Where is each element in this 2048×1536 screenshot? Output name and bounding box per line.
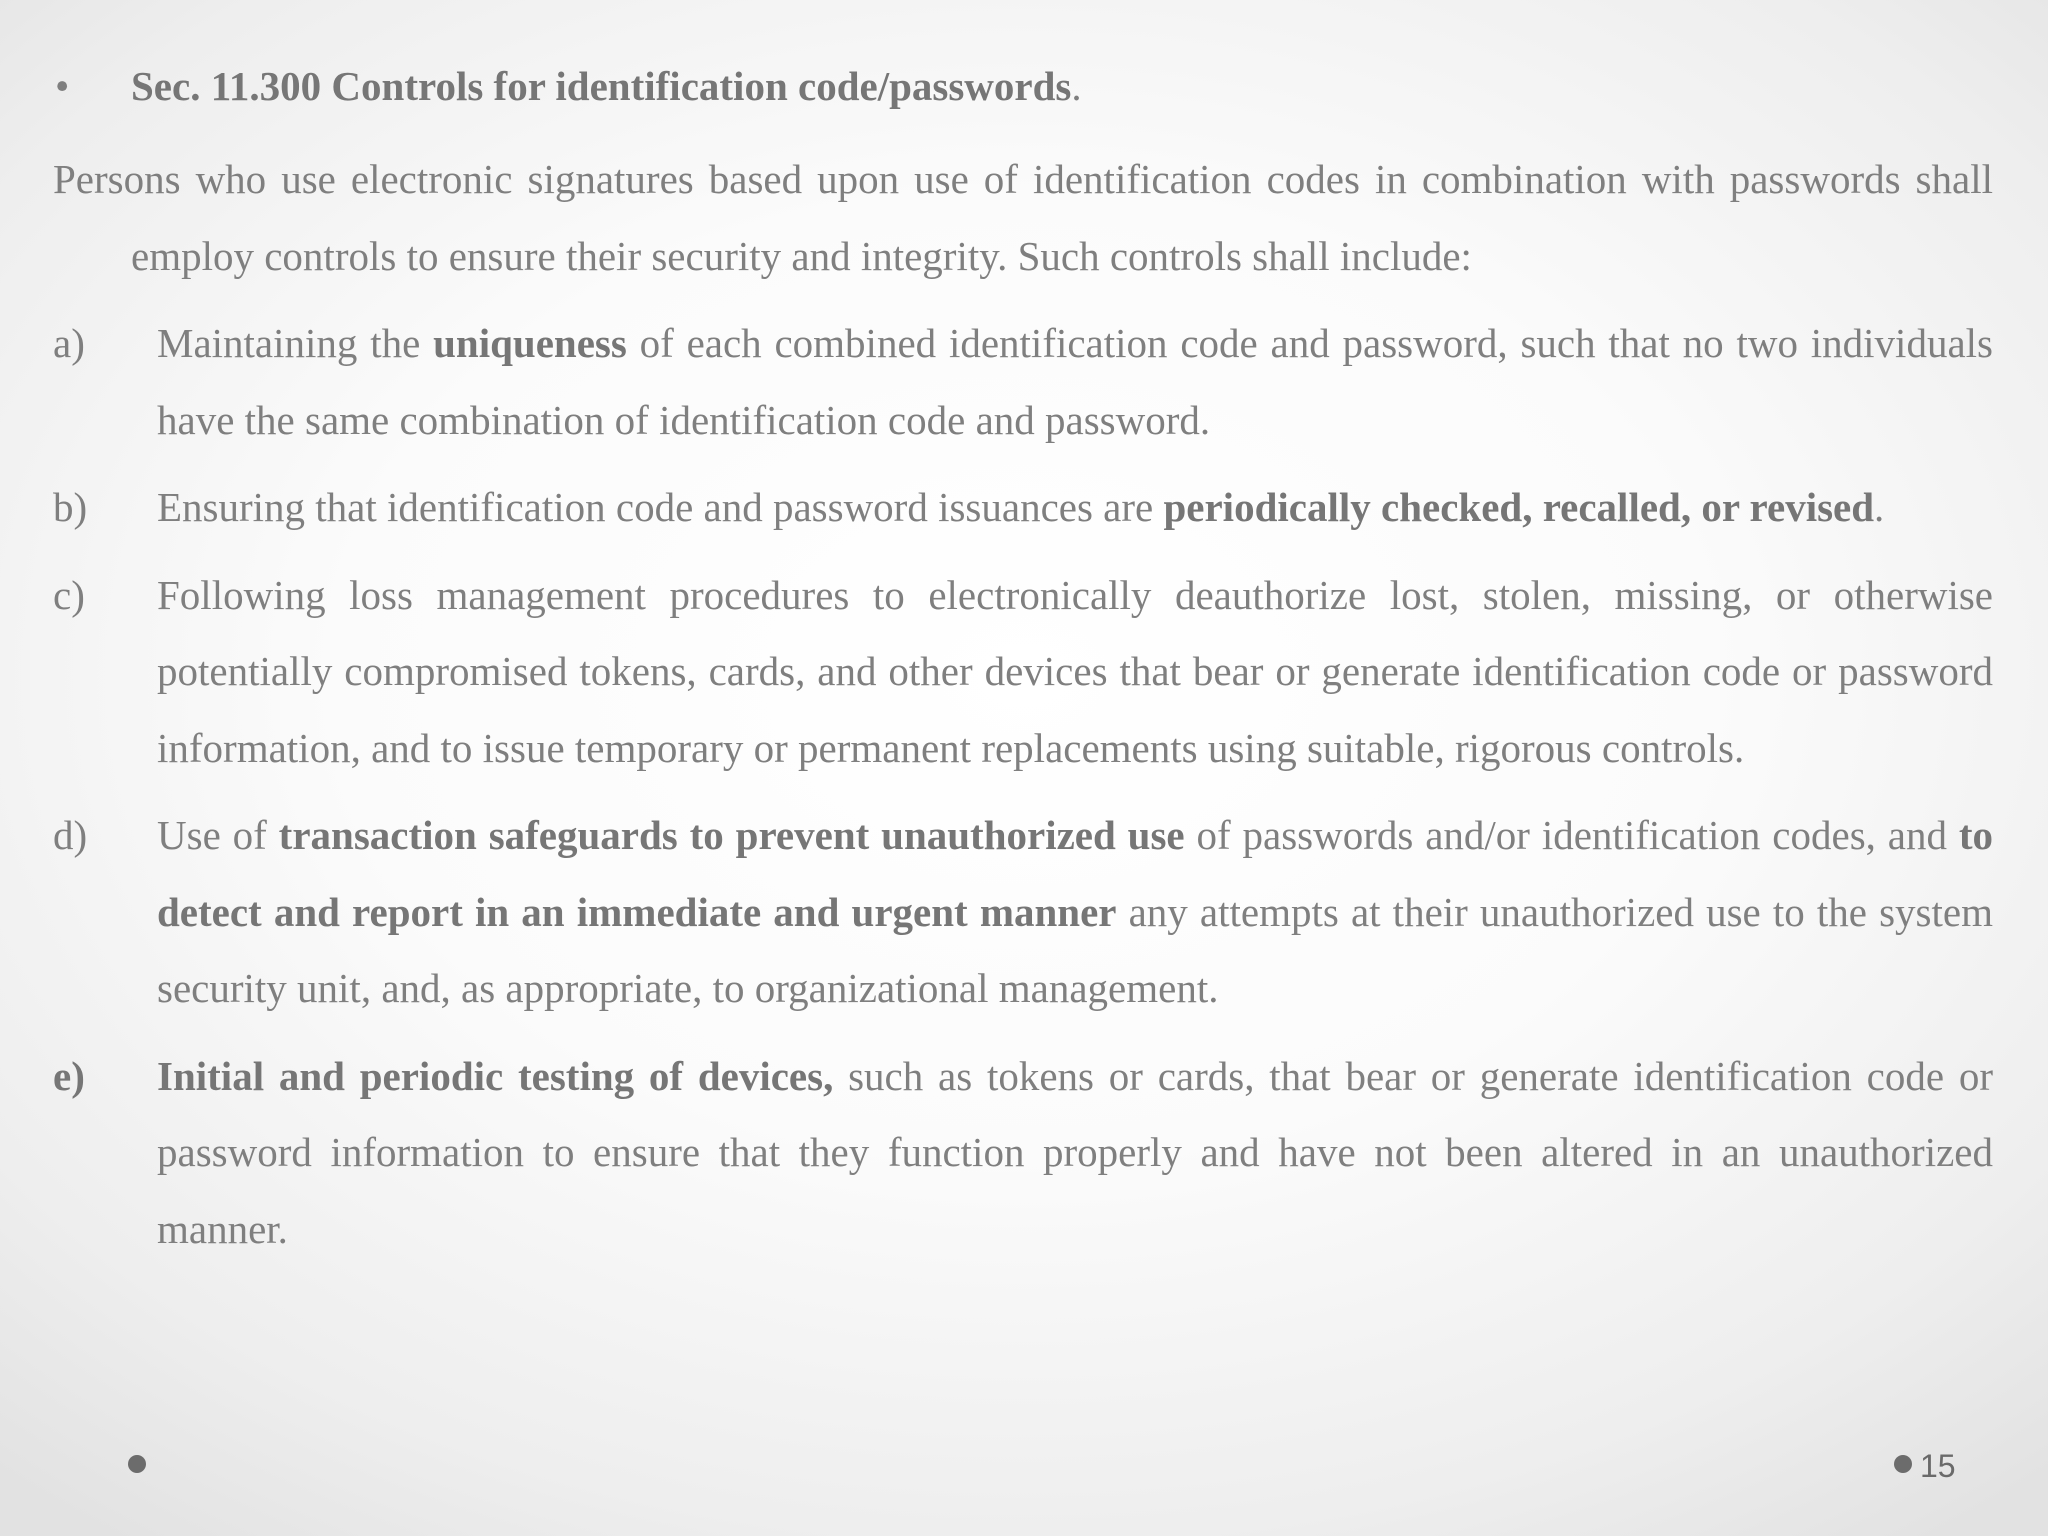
section-title-period: . xyxy=(1071,63,1082,109)
slide-content xyxy=(53,56,1993,1267)
list-marker: a) xyxy=(53,320,85,366)
list-item-text: Use of transaction safeguards to prevent unauthorized use of passwords and/or identification codes, and to detect and report in an immediate and urgent manner any attempts at their unauthorized use to the system security unit, and, as appropriate, to organizational management. xyxy=(157,812,1993,1011)
footer-dot-icon xyxy=(128,1455,146,1473)
list-marker: d) xyxy=(53,812,88,858)
section-title: Sec. 11.300 Controls for identification code/passwords xyxy=(131,63,1072,109)
list-marker: c) xyxy=(53,571,85,618)
list-marker: b) xyxy=(53,484,88,530)
page-number-dot-icon xyxy=(1894,1455,1912,1473)
intro-paragraph: Persons who use electronic signatures based upon use of identification codes in combination with passwords shall employ controls to ensure their security and integrity. Such controls shall include: xyxy=(53,156,1993,279)
list-item-text: Following loss management procedures to electronically deauthorize lost, stolen, missing, or otherwise potentially compromised tokens, cards, and other devices that bear or generate identification code or password information, and to issue temporary or permanent replacements using suitable, rigorous controls. xyxy=(157,571,1993,771)
section-heading xyxy=(53,56,1993,116)
list-item-text: Ensuring that identification code and password issuances are periodically checked, recalled, or revised. xyxy=(157,484,1885,530)
list-item-e xyxy=(53,1038,1993,1268)
list-marker: e) xyxy=(53,1052,85,1099)
list-item-text: Initial and periodic testing of devices, such as tokens or cards, that bear or generate identification code or password information to ensure that they function properly and have not been altered in an unauthorized manner. xyxy=(157,1052,1994,1252)
list-item-text: Maintaining the uniqueness of each combined identification code and password, such that no two individuals have the same combination of identification code and password. xyxy=(157,320,1993,443)
list-item-c xyxy=(53,557,1993,787)
bullet-icon: • xyxy=(55,63,70,109)
list-item-d xyxy=(53,797,1993,1027)
list-item-a xyxy=(53,305,1993,458)
list-item-b xyxy=(53,469,1993,546)
page-number: 15 xyxy=(1920,1448,1956,1484)
